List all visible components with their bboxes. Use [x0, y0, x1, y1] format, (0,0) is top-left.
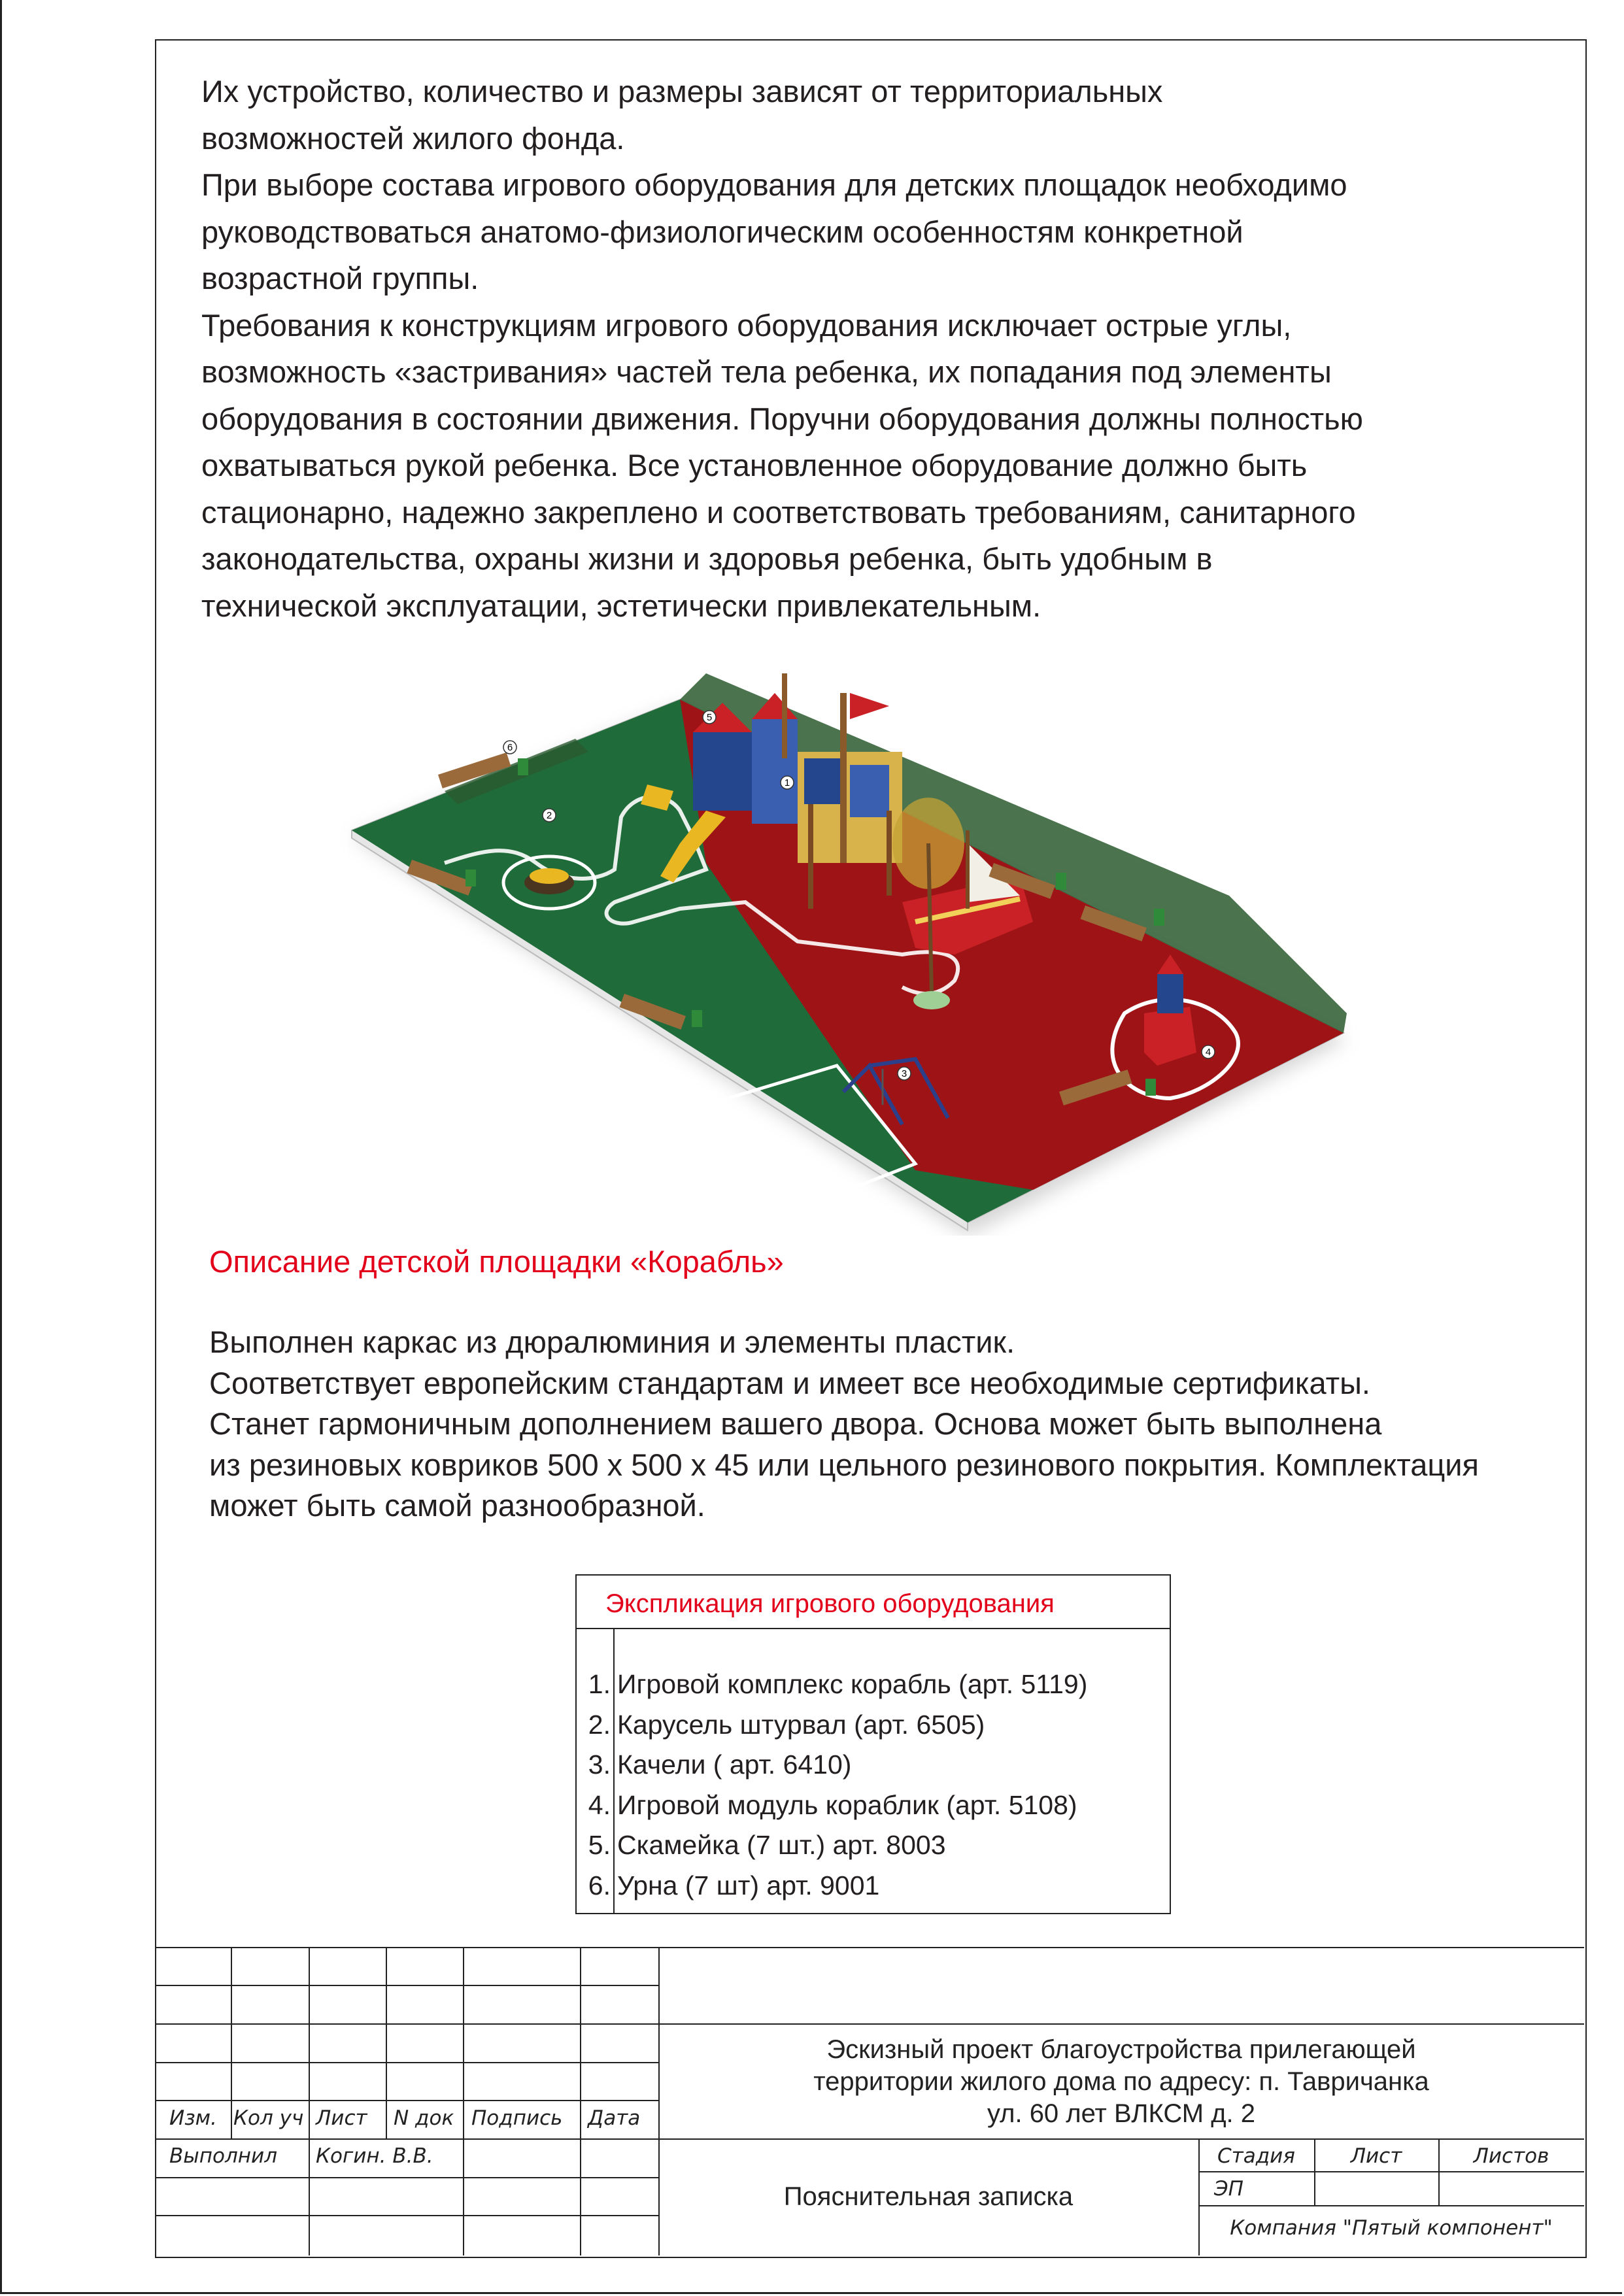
project-title-line-3: ул. 60 лет ВЛКСМ д. 2: [987, 2099, 1255, 2128]
stamp-col-izm: Изм.: [169, 2106, 217, 2130]
body-line: законодательства, охраны жизни и здоровья ребенка, быть удобным в: [201, 541, 1213, 576]
stamp-line: [155, 2215, 658, 2216]
project-title-line-2: территории жилого дома по адресу: п. Тавричанка: [813, 2067, 1429, 2096]
marker-label: 1: [784, 777, 790, 788]
explication-item: 5. Скамейка (7 шт.) арт. 8003: [588, 1830, 946, 1861]
stamp-performer-name: Когин. В.В.: [316, 2144, 433, 2168]
stamp-line: [231, 1947, 232, 2138]
stamp-line: [155, 2177, 658, 2178]
stamp-col-podpis: Подпись: [471, 2106, 563, 2130]
stamp-sheet-label: Лист: [1350, 2144, 1402, 2168]
stamp-performer-label: Выполнил: [169, 2144, 278, 2168]
stamp-col-ndok: N док: [394, 2106, 454, 2130]
stamp-stage-label: Стадия: [1217, 2144, 1295, 2168]
company-name: Компания "Пятый компонент": [1230, 2216, 1553, 2240]
marker-label: 4: [1205, 1047, 1211, 1058]
explication-item: 3. Качели ( арт. 6410): [588, 1749, 852, 1780]
stamp-col-kol: Кол уч: [233, 2106, 304, 2130]
explication-item: 6. Урна (7 шт) арт. 9001: [588, 1870, 880, 1900]
stamp-line: [155, 2023, 1584, 2025]
stamp-line: [309, 1947, 310, 2255]
marker-label: 2: [546, 810, 552, 821]
stamp-col-list: Лист: [316, 2106, 367, 2130]
explication-item: 1. Игровой комплекс корабль (арт. 5119): [588, 1669, 1088, 1700]
project-title-line-1: Эскизный проект благоустройства прилегающей: [826, 2035, 1416, 2064]
stamp-line: [1198, 2205, 1584, 2206]
stamp-line: [463, 1947, 464, 2255]
stamp-line: [1198, 2171, 1584, 2172]
document-title: Пояснительная записка: [783, 2182, 1074, 2211]
marker-label: 3: [901, 1068, 907, 1079]
stamp-line: [386, 1947, 387, 2138]
description-line: из резиновых ковриков 500 х 500 х 45 или цельного резинового покрытия. Комплектация: [209, 1447, 1479, 1482]
explication-item: 4. Игровой модуль кораблик (арт. 5108): [588, 1789, 1077, 1820]
description-line: может быть самой разнообразной.: [209, 1488, 705, 1523]
body-text: [201, 68, 1542, 629]
description-heading: Описание детской площадки «Корабль»: [209, 1244, 784, 1279]
explication-list: [577, 1664, 1087, 1906]
stamp-line: [580, 1947, 581, 2255]
body-line: При выборе состава игрового оборудования для детских площадок необходимо: [201, 167, 1347, 202]
body-line: возрастной группы.: [201, 261, 479, 295]
body-line: руководствоваться анатомо-физиологическим особенностям конкретной: [201, 214, 1243, 249]
stamp-line: [155, 2138, 1584, 2140]
explication-table: [575, 1574, 1171, 1914]
marker-label: 5: [706, 712, 713, 723]
stamp-col-data: Дата: [588, 2106, 641, 2130]
body-line: возможностей жилого фонда.: [201, 120, 625, 156]
body-line: охватываться рукой ребенка. Все установленное оборудование должно быть: [201, 448, 1308, 482]
body-line: Их устройство, количество и размеры зависят от территориальных: [201, 74, 1163, 109]
explication-item: 2. Карусель штурвал (арт. 6505): [588, 1709, 985, 1740]
playground-illustration: [340, 647, 1360, 1236]
description-line: Соответствует европейским стандартам и имеет все необходимые сертификаты.: [209, 1365, 1370, 1400]
body-line: оборудования в состоянии движения. Поручни оборудования должны полностью: [201, 401, 1363, 436]
title-block: [155, 1947, 1584, 2255]
body-line: возможность «застривания» частей тела ребенка, их попадания под элементы: [201, 354, 1332, 389]
body-line: стационарно, надежно закреплено и соответствовать требованиям, санитарного: [201, 494, 1356, 530]
stamp-stage-value: ЭП: [1214, 2177, 1243, 2201]
description-line: Станет гармоничным дополнением вашего двора. Основа может быть выполнена: [209, 1406, 1382, 1441]
stamp-line: [155, 1947, 1584, 1948]
explication-divider: [577, 1628, 1170, 1629]
marker-label: 6: [507, 742, 513, 753]
description-line: Выполнен каркас из дюралюминия и элементы пластик.: [209, 1325, 1015, 1359]
body-line: Требования к конструкциям игрового оборудования исключает острые углы,: [201, 307, 1292, 343]
body-line: технической эксплуатации, эстетически привлекательным.: [201, 588, 1041, 623]
explication-title: Экспликация игрового оборудования: [605, 1589, 1055, 1618]
stamp-sheets-label: Листов: [1473, 2144, 1549, 2168]
description-text: [209, 1322, 1569, 1527]
